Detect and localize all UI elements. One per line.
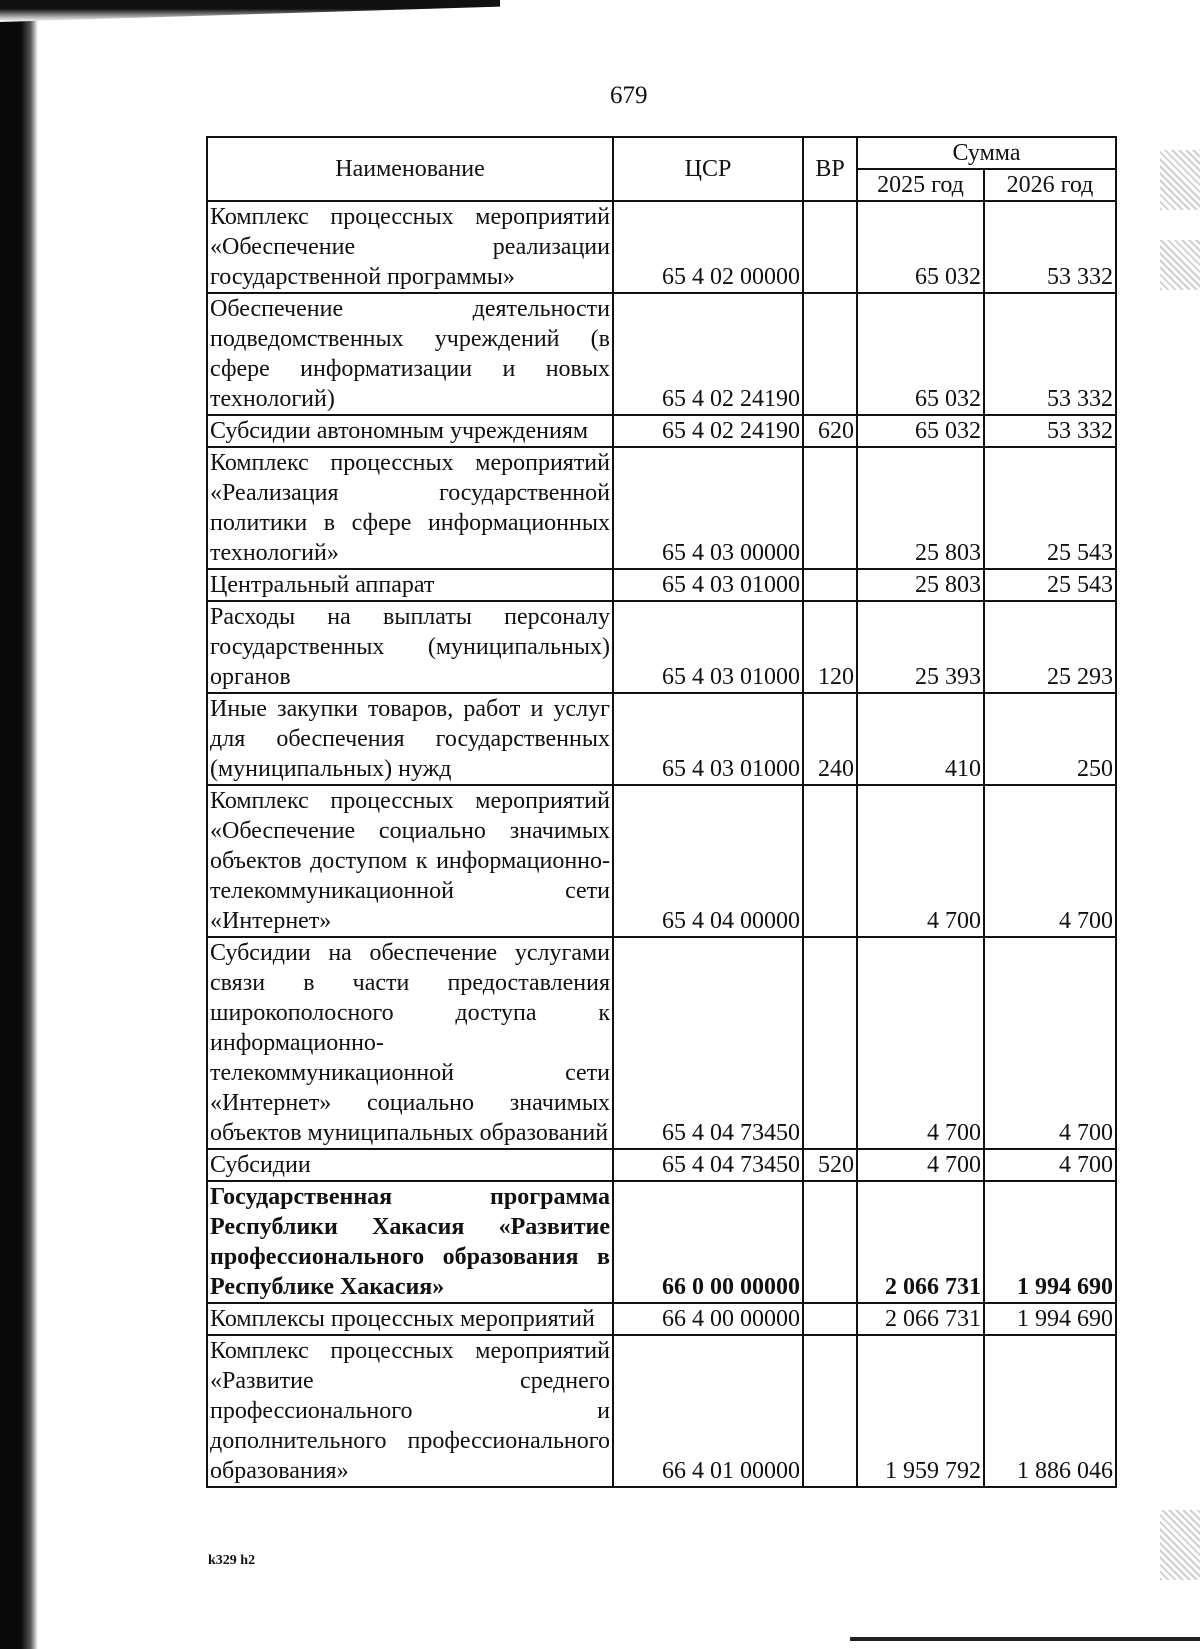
row-name: Комплексы процессных мероприятий (207, 1303, 613, 1335)
table-row (207, 601, 1116, 693)
row-sum-2026: 4 700 (984, 937, 1116, 1149)
scan-noise (1160, 240, 1200, 290)
row-name: Субсидии автономным учреждениям (207, 415, 613, 447)
row-vr (803, 201, 857, 293)
row-sum-2026: 25 293 (984, 601, 1116, 693)
table-row (207, 1181, 1116, 1303)
table-row (207, 1149, 1116, 1181)
row-vr (803, 1181, 857, 1303)
row-vr: 520 (803, 1149, 857, 1181)
table-row (207, 785, 1116, 937)
table-row (207, 415, 1116, 447)
row-vr (803, 569, 857, 601)
table-row (207, 1335, 1116, 1487)
row-csr: 66 0 00 00000 (613, 1181, 803, 1303)
scan-noise (1160, 1510, 1200, 1580)
budget-table (206, 136, 1117, 1488)
row-sum-2026: 25 543 (984, 569, 1116, 601)
row-vr: 240 (803, 693, 857, 785)
row-sum-2025: 65 032 (857, 201, 984, 293)
row-sum-2025: 2 066 731 (857, 1181, 984, 1303)
row-csr: 65 4 03 01000 (613, 601, 803, 693)
row-name: Субсидии на обеспечение услугами связи в части предоставления широкополосного доступа к информационно-телекоммуникационной сети «Интернет» социально значимых объектов муниципальных образований (207, 937, 613, 1149)
row-sum-2025: 25 803 (857, 447, 984, 569)
row-name: Государственная программа Республики Хакасия «Развитие профессионального образования в Республике Хакасия» (207, 1181, 613, 1303)
row-sum-2026: 250 (984, 693, 1116, 785)
row-vr (803, 785, 857, 937)
row-sum-2026: 1 994 690 (984, 1181, 1116, 1303)
row-name: Комплекс процессных мероприятий «Развитие среднего профессионального и дополнительного профессионального образования» (207, 1335, 613, 1487)
row-name: Центральный аппарат (207, 569, 613, 601)
row-csr: 65 4 03 01000 (613, 693, 803, 785)
row-sum-2025: 4 700 (857, 937, 984, 1149)
row-vr: 620 (803, 415, 857, 447)
header-year-2026: 2026 год (984, 169, 1116, 201)
row-sum-2025: 65 032 (857, 293, 984, 415)
table-row (207, 1303, 1116, 1335)
row-sum-2025: 4 700 (857, 785, 984, 937)
row-sum-2025: 25 393 (857, 601, 984, 693)
table-header (207, 137, 1116, 201)
row-csr: 66 4 00 00000 (613, 1303, 803, 1335)
page-number: 679 (610, 82, 648, 109)
table-row (207, 569, 1116, 601)
row-csr: 65 4 02 00000 (613, 201, 803, 293)
row-csr: 66 4 01 00000 (613, 1335, 803, 1487)
row-vr (803, 1335, 857, 1487)
row-csr: 65 4 04 73450 (613, 937, 803, 1149)
row-sum-2026: 53 332 (984, 293, 1116, 415)
table-body (207, 201, 1116, 1487)
header-vr: ВР (803, 137, 857, 201)
header-year-2025: 2025 год (857, 169, 984, 201)
row-csr: 65 4 04 73450 (613, 1149, 803, 1181)
row-name: Комплекс процессных мероприятий «Обеспечение реализации государственной программы» (207, 201, 613, 293)
row-csr: 65 4 03 00000 (613, 447, 803, 569)
row-name: Комплекс процессных мероприятий «Обеспечение социально значимых объектов доступом к информационно-телекоммуникационной сети «Интернет» (207, 785, 613, 937)
scan-noise (1160, 150, 1200, 210)
header-name: Наименование (207, 137, 613, 201)
scan-edge-bottom (850, 1637, 1200, 1641)
row-vr (803, 447, 857, 569)
table-row (207, 937, 1116, 1149)
row-name: Иные закупки товаров, работ и услуг для обеспечения государственных (муниципальных) нужд (207, 693, 613, 785)
row-csr: 65 4 02 24190 (613, 415, 803, 447)
row-sum-2026: 25 543 (984, 447, 1116, 569)
header-sum: Сумма (857, 137, 1116, 169)
table-row (207, 447, 1116, 569)
row-sum-2026: 1 994 690 (984, 1303, 1116, 1335)
row-name: Расходы на выплаты персоналу государственных (муниципальных) органов (207, 601, 613, 693)
row-vr (803, 293, 857, 415)
table-row (207, 201, 1116, 293)
row-sum-2026: 53 332 (984, 201, 1116, 293)
scan-edge-left (0, 0, 38, 1649)
row-vr (803, 1303, 857, 1335)
row-sum-2025: 1 959 792 (857, 1335, 984, 1487)
row-sum-2025: 25 803 (857, 569, 984, 601)
row-name: Обеспечение деятельности подведомственных учреждений (в сфере информатизации и новых технологий) (207, 293, 613, 415)
row-sum-2025: 4 700 (857, 1149, 984, 1181)
row-name: Комплекс процессных мероприятий «Реализация государственной политики в сфере информационных технологий» (207, 447, 613, 569)
row-sum-2025: 65 032 (857, 415, 984, 447)
row-sum-2026: 1 886 046 (984, 1335, 1116, 1487)
row-vr: 120 (803, 601, 857, 693)
row-csr: 65 4 03 01000 (613, 569, 803, 601)
row-csr: 65 4 04 00000 (613, 785, 803, 937)
scan-edge-top (0, 0, 500, 22)
row-sum-2026: 4 700 (984, 785, 1116, 937)
row-sum-2026: 53 332 (984, 415, 1116, 447)
row-sum-2025: 410 (857, 693, 984, 785)
row-vr (803, 937, 857, 1149)
row-name: Субсидии (207, 1149, 613, 1181)
header-csr: ЦСР (613, 137, 803, 201)
row-sum-2026: 4 700 (984, 1149, 1116, 1181)
table-row (207, 293, 1116, 415)
row-sum-2025: 2 066 731 (857, 1303, 984, 1335)
footer-code: k329 h2 (208, 1553, 256, 1568)
table-row (207, 693, 1116, 785)
row-csr: 65 4 02 24190 (613, 293, 803, 415)
